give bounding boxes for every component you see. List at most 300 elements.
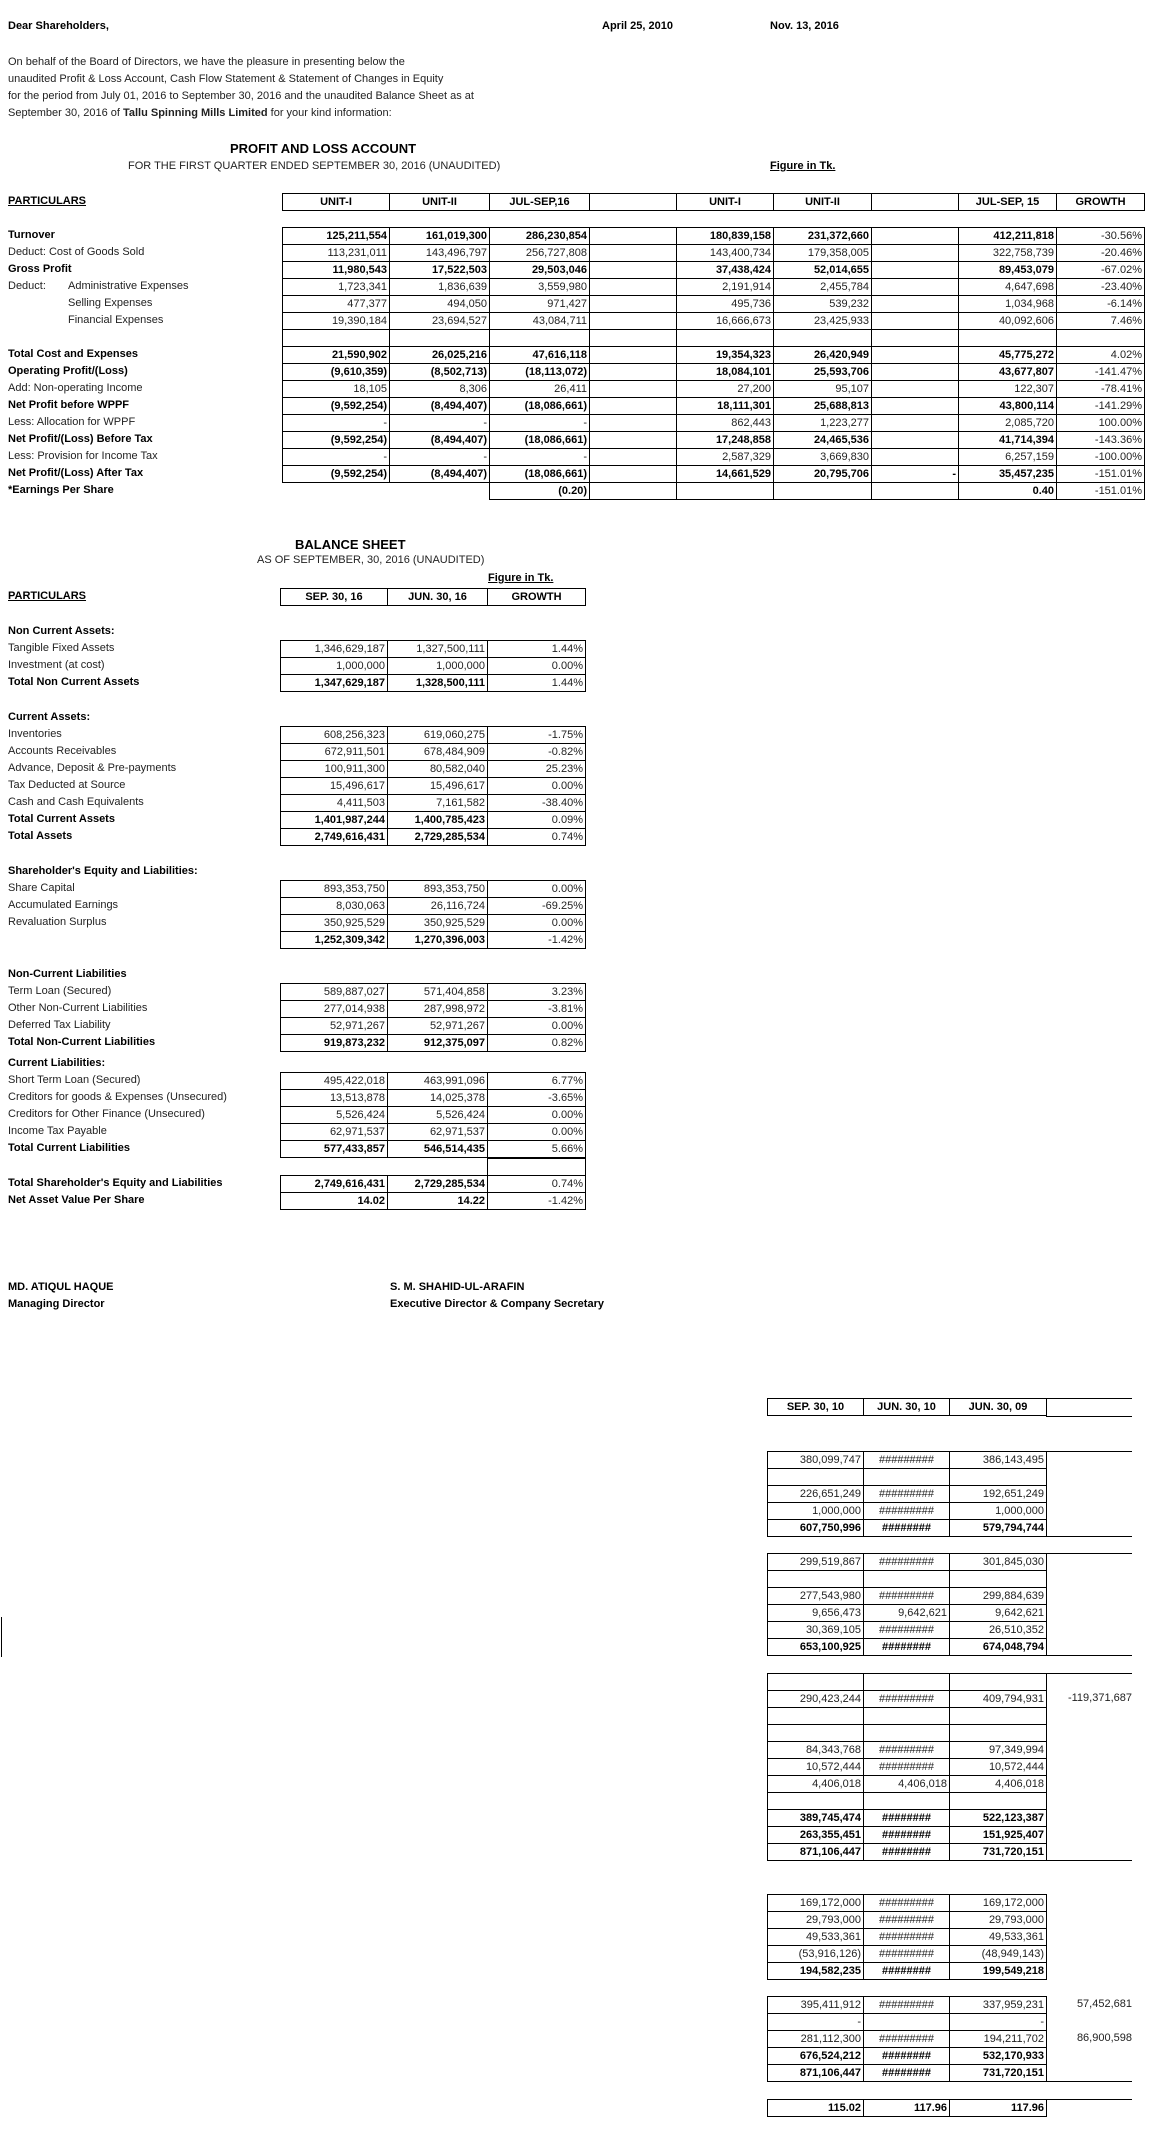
value-cell: 18,105: [283, 381, 390, 398]
value-cell: -23.40%: [1057, 279, 1145, 296]
value-cell: -78.41%: [1057, 381, 1145, 398]
value-cell: [872, 483, 959, 500]
value-cell: -: [872, 466, 959, 483]
data-grid: [767, 2099, 1047, 2117]
intro-line: [8, 105, 474, 122]
table-row: [283, 313, 1145, 330]
value-cell: -151.01%: [1057, 466, 1145, 483]
table-row: [281, 932, 586, 949]
value-cell: #########: [864, 1912, 950, 1929]
value-cell: [590, 228, 677, 245]
value-cell: -: [283, 415, 390, 432]
value-cell: 0.00%: [488, 881, 586, 898]
table-row: [768, 1571, 1047, 1588]
row-label: Total Shareholder's Equity and Liabilities: [8, 1177, 223, 1189]
table-row: [283, 432, 1145, 449]
extra-value: 57,452,681: [1076, 1998, 1132, 2010]
value-cell: 15,496,617: [281, 778, 388, 795]
value-cell: #########: [864, 1622, 950, 1639]
value-cell: 29,793,000: [950, 1912, 1047, 1929]
column-header: GROWTH: [488, 589, 586, 606]
value-cell: 43,677,807: [959, 364, 1057, 381]
value-cell: 180,839,158: [677, 228, 774, 245]
table-row: [768, 1520, 1047, 1537]
value-cell: #########: [864, 1691, 950, 1708]
row-label: Creditors for goods & Expenses (Unsecured): [8, 1091, 227, 1103]
row-label: Total Current Liabilities: [8, 1142, 131, 1154]
value-cell: 5,526,424: [281, 1107, 388, 1124]
value-cell: -: [283, 449, 390, 466]
table-row: [281, 658, 586, 675]
table-row: [283, 296, 1145, 313]
value-cell: 25,688,813: [774, 398, 872, 415]
value-cell: (9,592,254): [283, 466, 390, 483]
value-cell: ########: [864, 2065, 950, 2082]
column-header: JUN. 30, 09: [950, 1399, 1047, 1416]
value-cell: 8,306: [390, 381, 490, 398]
table-row: [283, 347, 1145, 364]
row-label: Total Non-Current Liabilities: [8, 1036, 156, 1048]
company-name: Tallu Spinning Mills Limited: [122, 107, 268, 119]
value-cell: ########: [864, 1520, 950, 1537]
signatory-1-name: MD. ATIQUL HAQUE: [8, 1281, 114, 1293]
value-cell: [388, 1159, 488, 1176]
value-cell: 1,000,000: [388, 658, 488, 675]
value-cell: [590, 245, 677, 262]
table-row: [281, 829, 586, 846]
value-cell: 40,092,606: [959, 313, 1057, 330]
column-header: UNIT-I: [283, 194, 390, 211]
header-row: [281, 589, 586, 606]
value-cell: 299,884,639: [950, 1588, 1047, 1605]
value-cell: 43,800,114: [959, 398, 1057, 415]
row-label: Deduct: Cost of Goods Sold: [8, 246, 145, 258]
table-row: [768, 1691, 1047, 1708]
row-label: Deferred Tax Liability: [8, 1019, 111, 1031]
table-row: [768, 1776, 1047, 1793]
table-row: [281, 1124, 586, 1141]
value-cell: 14,661,529: [677, 466, 774, 483]
value-cell: 0.74%: [488, 829, 586, 846]
value-cell: -: [768, 2014, 864, 2031]
value-cell: 0.00%: [488, 658, 586, 675]
table-row: [768, 1759, 1047, 1776]
data-grid: [280, 983, 586, 1052]
value-cell: 4,406,018: [950, 1776, 1047, 1793]
row-label: Total Current Assets: [8, 813, 115, 825]
value-cell: 1,034,968: [959, 296, 1057, 313]
value-cell: 15,496,617: [388, 778, 488, 795]
value-cell: 20,795,706: [774, 466, 872, 483]
value-cell: [872, 449, 959, 466]
value-cell: 2,749,616,431: [281, 829, 388, 846]
value-cell: 117.96: [950, 2100, 1047, 2117]
value-cell: 277,543,980: [768, 1588, 864, 1605]
table-row: [768, 1810, 1047, 1827]
column-header: UNIT-I: [677, 194, 774, 211]
value-cell: 893,353,750: [388, 881, 488, 898]
row-label: Shareholder's Equity and Liabilities:: [8, 865, 198, 877]
row-label: Non-Current Liabilities: [8, 968, 127, 980]
value-cell: [590, 313, 677, 330]
value-cell: -30.56%: [1057, 228, 1145, 245]
table-row: [768, 1503, 1047, 1520]
value-cell: -6.14%: [1057, 296, 1145, 313]
value-cell: 27,200: [677, 381, 774, 398]
value-cell: 971,427: [490, 296, 590, 313]
row-label: Accounts Receivables: [8, 745, 117, 757]
table-row: [768, 1827, 1047, 1844]
value-cell: 18,084,101: [677, 364, 774, 381]
value-cell: 463,991,096: [388, 1073, 488, 1090]
value-cell: 672,911,501: [281, 744, 388, 761]
value-cell: [590, 432, 677, 449]
table-row: [283, 228, 1145, 245]
signatory-2-name: S. M. SHAHID-UL-ARAFIN: [390, 1281, 525, 1293]
table-row: [283, 449, 1145, 466]
value-cell: (18,086,661): [490, 466, 590, 483]
value-cell: [590, 415, 677, 432]
table-row: [281, 744, 586, 761]
column-header: SEP. 30, 16: [281, 589, 388, 606]
table-row: [768, 1588, 1047, 1605]
value-cell: 169,172,000: [768, 1895, 864, 1912]
extra-value: -119,371,687: [1067, 1692, 1132, 1704]
value-cell: 7,161,582: [388, 795, 488, 812]
value-cell: -1.42%: [488, 932, 586, 949]
row-label: Add: Non-operating Income: [8, 382, 143, 394]
value-cell: 1,328,500,111: [388, 675, 488, 692]
value-cell: 25,593,706: [774, 364, 872, 381]
row-label: Operating Profit/(Loss): [8, 365, 128, 377]
value-cell: 277,014,938: [281, 1001, 388, 1018]
value-cell: 26,116,724: [388, 898, 488, 915]
value-cell: 100,911,300: [281, 761, 388, 778]
value-cell: 143,496,797: [390, 245, 490, 262]
value-cell: 122,307: [959, 381, 1057, 398]
column-header: UNIT-II: [774, 194, 872, 211]
value-cell: [490, 330, 590, 347]
table-row: [281, 1018, 586, 1035]
row-label: Net Asset Value Per Share: [8, 1194, 145, 1206]
table-row: [768, 1895, 1047, 1912]
value-cell: (9,592,254): [283, 432, 390, 449]
row-label: Income Tax Payable: [8, 1125, 107, 1137]
value-cell: 281,112,300: [768, 2031, 864, 2048]
value-cell: #########: [864, 1997, 950, 2014]
value-cell: 522,123,387: [950, 1810, 1047, 1827]
value-cell: ########: [864, 2048, 950, 2065]
value-cell: 263,355,451: [768, 1827, 864, 1844]
value-cell: [768, 1725, 864, 1742]
value-cell: 4,647,698: [959, 279, 1057, 296]
date-2: Nov. 13, 2016: [770, 20, 839, 32]
value-cell: [864, 1469, 950, 1486]
value-cell: [950, 1725, 1047, 1742]
value-cell: 290,423,244: [768, 1691, 864, 1708]
column-header: SEP. 30, 10: [768, 1399, 864, 1416]
intro-line: unaudited Profit & Loss Account, Cash Flow Statement & Statement of Changes in Equity: [8, 73, 444, 85]
table-row: [768, 1963, 1047, 1980]
value-cell: -0.82%: [488, 744, 586, 761]
value-cell: [1057, 330, 1145, 347]
value-cell: 871,106,447: [768, 2065, 864, 2082]
value-cell: ########: [864, 1963, 950, 1980]
column-header: GROWTH: [1057, 194, 1145, 211]
value-cell: 89,453,079: [959, 262, 1057, 279]
value-cell: 11,980,543: [283, 262, 390, 279]
value-cell: #########: [864, 1946, 950, 1963]
table-row: [281, 915, 586, 932]
value-cell: 52,014,655: [774, 262, 872, 279]
row-label: Net Profit before WPPF: [8, 399, 130, 411]
value-cell: -38.40%: [488, 795, 586, 812]
value-cell: 23,694,527: [390, 313, 490, 330]
row-label: *Earnings Per Share: [8, 484, 114, 496]
extension-line: [1046, 2099, 1132, 2100]
value-cell: 4,411,503: [281, 795, 388, 812]
value-cell: #########: [864, 1895, 950, 1912]
value-cell: 1,270,396,003: [388, 932, 488, 949]
value-cell: 287,998,972: [388, 1001, 488, 1018]
value-cell: 386,143,495: [950, 1452, 1047, 1469]
row-label: Current Liabilities:: [8, 1057, 106, 1069]
table-row: [768, 1946, 1047, 1963]
value-cell: 9,642,621: [950, 1605, 1047, 1622]
value-cell: 571,404,858: [388, 984, 488, 1001]
value-cell: 495,422,018: [281, 1073, 388, 1090]
row-label: Selling Expenses: [68, 297, 153, 309]
value-cell: 100.00%: [1057, 415, 1145, 432]
value-cell: 0.00%: [488, 1018, 586, 1035]
value-cell: [959, 330, 1057, 347]
extension-line: [1046, 1553, 1132, 1554]
value-cell: 21,590,902: [283, 347, 390, 364]
value-cell: #########: [864, 1759, 950, 1776]
table-row: [768, 2031, 1047, 2048]
value-cell: 0.00%: [488, 1124, 586, 1141]
value-cell: 49,533,361: [950, 1929, 1047, 1946]
row-label: Advance, Deposit & Pre-payments: [8, 762, 177, 774]
row-label: Turnover: [8, 229, 55, 241]
value-cell: #########: [864, 1452, 950, 1469]
value-cell: 0.09%: [488, 812, 586, 829]
value-cell: (8,494,407): [390, 398, 490, 415]
value-cell: [590, 381, 677, 398]
table-row: [283, 262, 1145, 279]
value-cell: 862,443: [677, 415, 774, 432]
value-cell: [590, 347, 677, 364]
value-cell: 1,400,785,423: [388, 812, 488, 829]
value-cell: [872, 228, 959, 245]
value-cell: [872, 364, 959, 381]
extension-line: [1046, 1451, 1132, 1452]
row-label: Administrative Expenses: [68, 280, 189, 292]
value-cell: 10,572,444: [950, 1759, 1047, 1776]
value-cell: 301,845,030: [950, 1554, 1047, 1571]
data-grid: [280, 588, 586, 606]
value-cell: [864, 1793, 950, 1810]
value-cell: 49,533,361: [768, 1929, 864, 1946]
value-cell: 532,170,933: [950, 2048, 1047, 2065]
value-cell: [590, 296, 677, 313]
value-cell: 1.44%: [488, 641, 586, 658]
value-cell: 1,223,277: [774, 415, 872, 432]
table-row: [768, 1605, 1047, 1622]
data-grid: [280, 640, 586, 692]
value-cell: 62,971,537: [281, 1124, 388, 1141]
value-cell: 2,085,720: [959, 415, 1057, 432]
intro-line: for the period from July 01, 2016 to September 30, 2016 and the unaudited Balance Sheet as at: [8, 90, 474, 102]
row-label: Financial Expenses: [68, 314, 164, 326]
table-row: [768, 1639, 1047, 1656]
value-cell: #########: [864, 1588, 950, 1605]
value-cell: 577,433,857: [281, 1141, 388, 1158]
value-cell: -151.01%: [1057, 483, 1145, 500]
table-row: [768, 1674, 1047, 1691]
table-row: [768, 2048, 1047, 2065]
table-row: [768, 1997, 1047, 2014]
value-cell: [590, 466, 677, 483]
stray-divider: [1, 1617, 2, 1657]
row-label: Less: Provision for Income Tax: [8, 450, 158, 462]
value-cell: 256,727,808: [490, 245, 590, 262]
value-cell: [872, 415, 959, 432]
table-row: [283, 364, 1145, 381]
table-row: [281, 1159, 586, 1176]
value-cell: [774, 483, 872, 500]
value-cell: 226,651,249: [768, 1486, 864, 1503]
table-row: [281, 1035, 586, 1052]
value-cell: 1,836,639: [390, 279, 490, 296]
data-grid: [767, 1553, 1047, 1656]
value-cell: [590, 330, 677, 347]
value-cell: [390, 483, 490, 500]
value-cell: -: [490, 449, 590, 466]
value-cell: 14.22: [388, 1193, 488, 1210]
value-cell: [872, 330, 959, 347]
value-cell: 2,729,285,534: [388, 829, 488, 846]
value-cell: 41,714,394: [959, 432, 1057, 449]
row-label: Total Assets: [8, 830, 73, 842]
data-grid: [282, 193, 1145, 211]
table-row: [768, 1708, 1047, 1725]
value-cell: [864, 2014, 950, 2031]
bs-subtitle: AS OF SEPTEMBER, 30, 2016 (UNAUDITED): [257, 554, 485, 566]
intro-line: On behalf of the Board of Directors, we have the pleasure in presenting below the: [8, 56, 405, 68]
value-cell: (48,949,143): [950, 1946, 1047, 1963]
table-row: [281, 898, 586, 915]
value-cell: 26,025,216: [390, 347, 490, 364]
value-cell: [872, 296, 959, 313]
value-cell: 912,375,097: [388, 1035, 488, 1052]
value-cell: 871,106,447: [768, 1844, 864, 1861]
value-cell: [872, 279, 959, 296]
value-cell: 1,723,341: [283, 279, 390, 296]
table-row: [283, 415, 1145, 432]
extension-line: [1046, 1673, 1132, 1674]
value-cell: 350,925,529: [388, 915, 488, 932]
value-cell: 607,750,996: [768, 1520, 864, 1537]
value-cell: 0.40: [959, 483, 1057, 500]
value-cell: [590, 483, 677, 500]
value-cell: 80,582,040: [388, 761, 488, 778]
value-cell: 14,025,378: [388, 1090, 488, 1107]
value-cell: (18,086,661): [490, 398, 590, 415]
value-cell: 16,666,673: [677, 313, 774, 330]
value-cell: 25.23%: [488, 761, 586, 778]
data-grid: [280, 726, 586, 846]
value-cell: 29,793,000: [768, 1912, 864, 1929]
value-cell: #########: [864, 1503, 950, 1520]
row-label: Total Non Current Assets: [8, 676, 140, 688]
value-cell: 0.74%: [488, 1176, 586, 1193]
table-row: [768, 1844, 1047, 1861]
table-row: [283, 330, 1145, 347]
value-cell: (9,610,359): [283, 364, 390, 381]
value-cell: [768, 1708, 864, 1725]
extension-line: [1046, 1860, 1132, 1861]
value-cell: 115.02: [768, 2100, 864, 2117]
value-cell: 893,353,750: [281, 881, 388, 898]
value-cell: 676,524,212: [768, 2048, 864, 2065]
value-cell: -67.02%: [1057, 262, 1145, 279]
value-cell: -1.75%: [488, 727, 586, 744]
data-grid: [767, 1894, 1047, 1980]
value-cell: ########: [864, 1827, 950, 1844]
value-cell: [768, 1793, 864, 1810]
table-row: [281, 641, 586, 658]
value-cell: -69.25%: [488, 898, 586, 915]
header-row: [768, 1399, 1047, 1416]
salutation: Dear Shareholders,: [8, 20, 109, 32]
table-row: [281, 1073, 586, 1090]
row-label: Net Profit/(Loss) After Tax: [8, 467, 144, 479]
table-row: [283, 483, 1145, 500]
value-cell: 23,425,933: [774, 313, 872, 330]
pl-particulars-heading: PARTICULARS: [8, 195, 87, 207]
row-label: Total Cost and Expenses: [8, 348, 138, 360]
value-cell: 1,000,000: [768, 1503, 864, 1520]
value-cell: 1.44%: [488, 675, 586, 692]
value-cell: [872, 432, 959, 449]
value-cell: 589,887,027: [281, 984, 388, 1001]
value-cell: [590, 262, 677, 279]
value-cell: [390, 330, 490, 347]
row-label: Deduct:: [8, 280, 46, 292]
value-cell: 0.82%: [488, 1035, 586, 1052]
value-cell: (8,502,713): [390, 364, 490, 381]
value-cell: 1,252,309,342: [281, 932, 388, 949]
value-cell: 231,372,660: [774, 228, 872, 245]
table-row: [283, 398, 1145, 415]
value-cell: (18,113,072): [490, 364, 590, 381]
column-header: JUN. 30, 16: [388, 589, 488, 606]
table-row: [281, 1176, 586, 1193]
row-label: Net Profit/(Loss) Before Tax: [8, 433, 153, 445]
value-cell: 14.02: [281, 1193, 388, 1210]
table-row: [768, 2100, 1047, 2117]
table-row: [281, 727, 586, 744]
value-cell: 7.46%: [1057, 313, 1145, 330]
value-cell: 0.00%: [488, 778, 586, 795]
table-row: [283, 381, 1145, 398]
row-label: Gross Profit: [8, 263, 72, 275]
data-grid: [280, 1072, 586, 1158]
value-cell: [872, 245, 959, 262]
value-cell: 539,232: [774, 296, 872, 313]
value-cell: 674,048,794: [950, 1639, 1047, 1656]
